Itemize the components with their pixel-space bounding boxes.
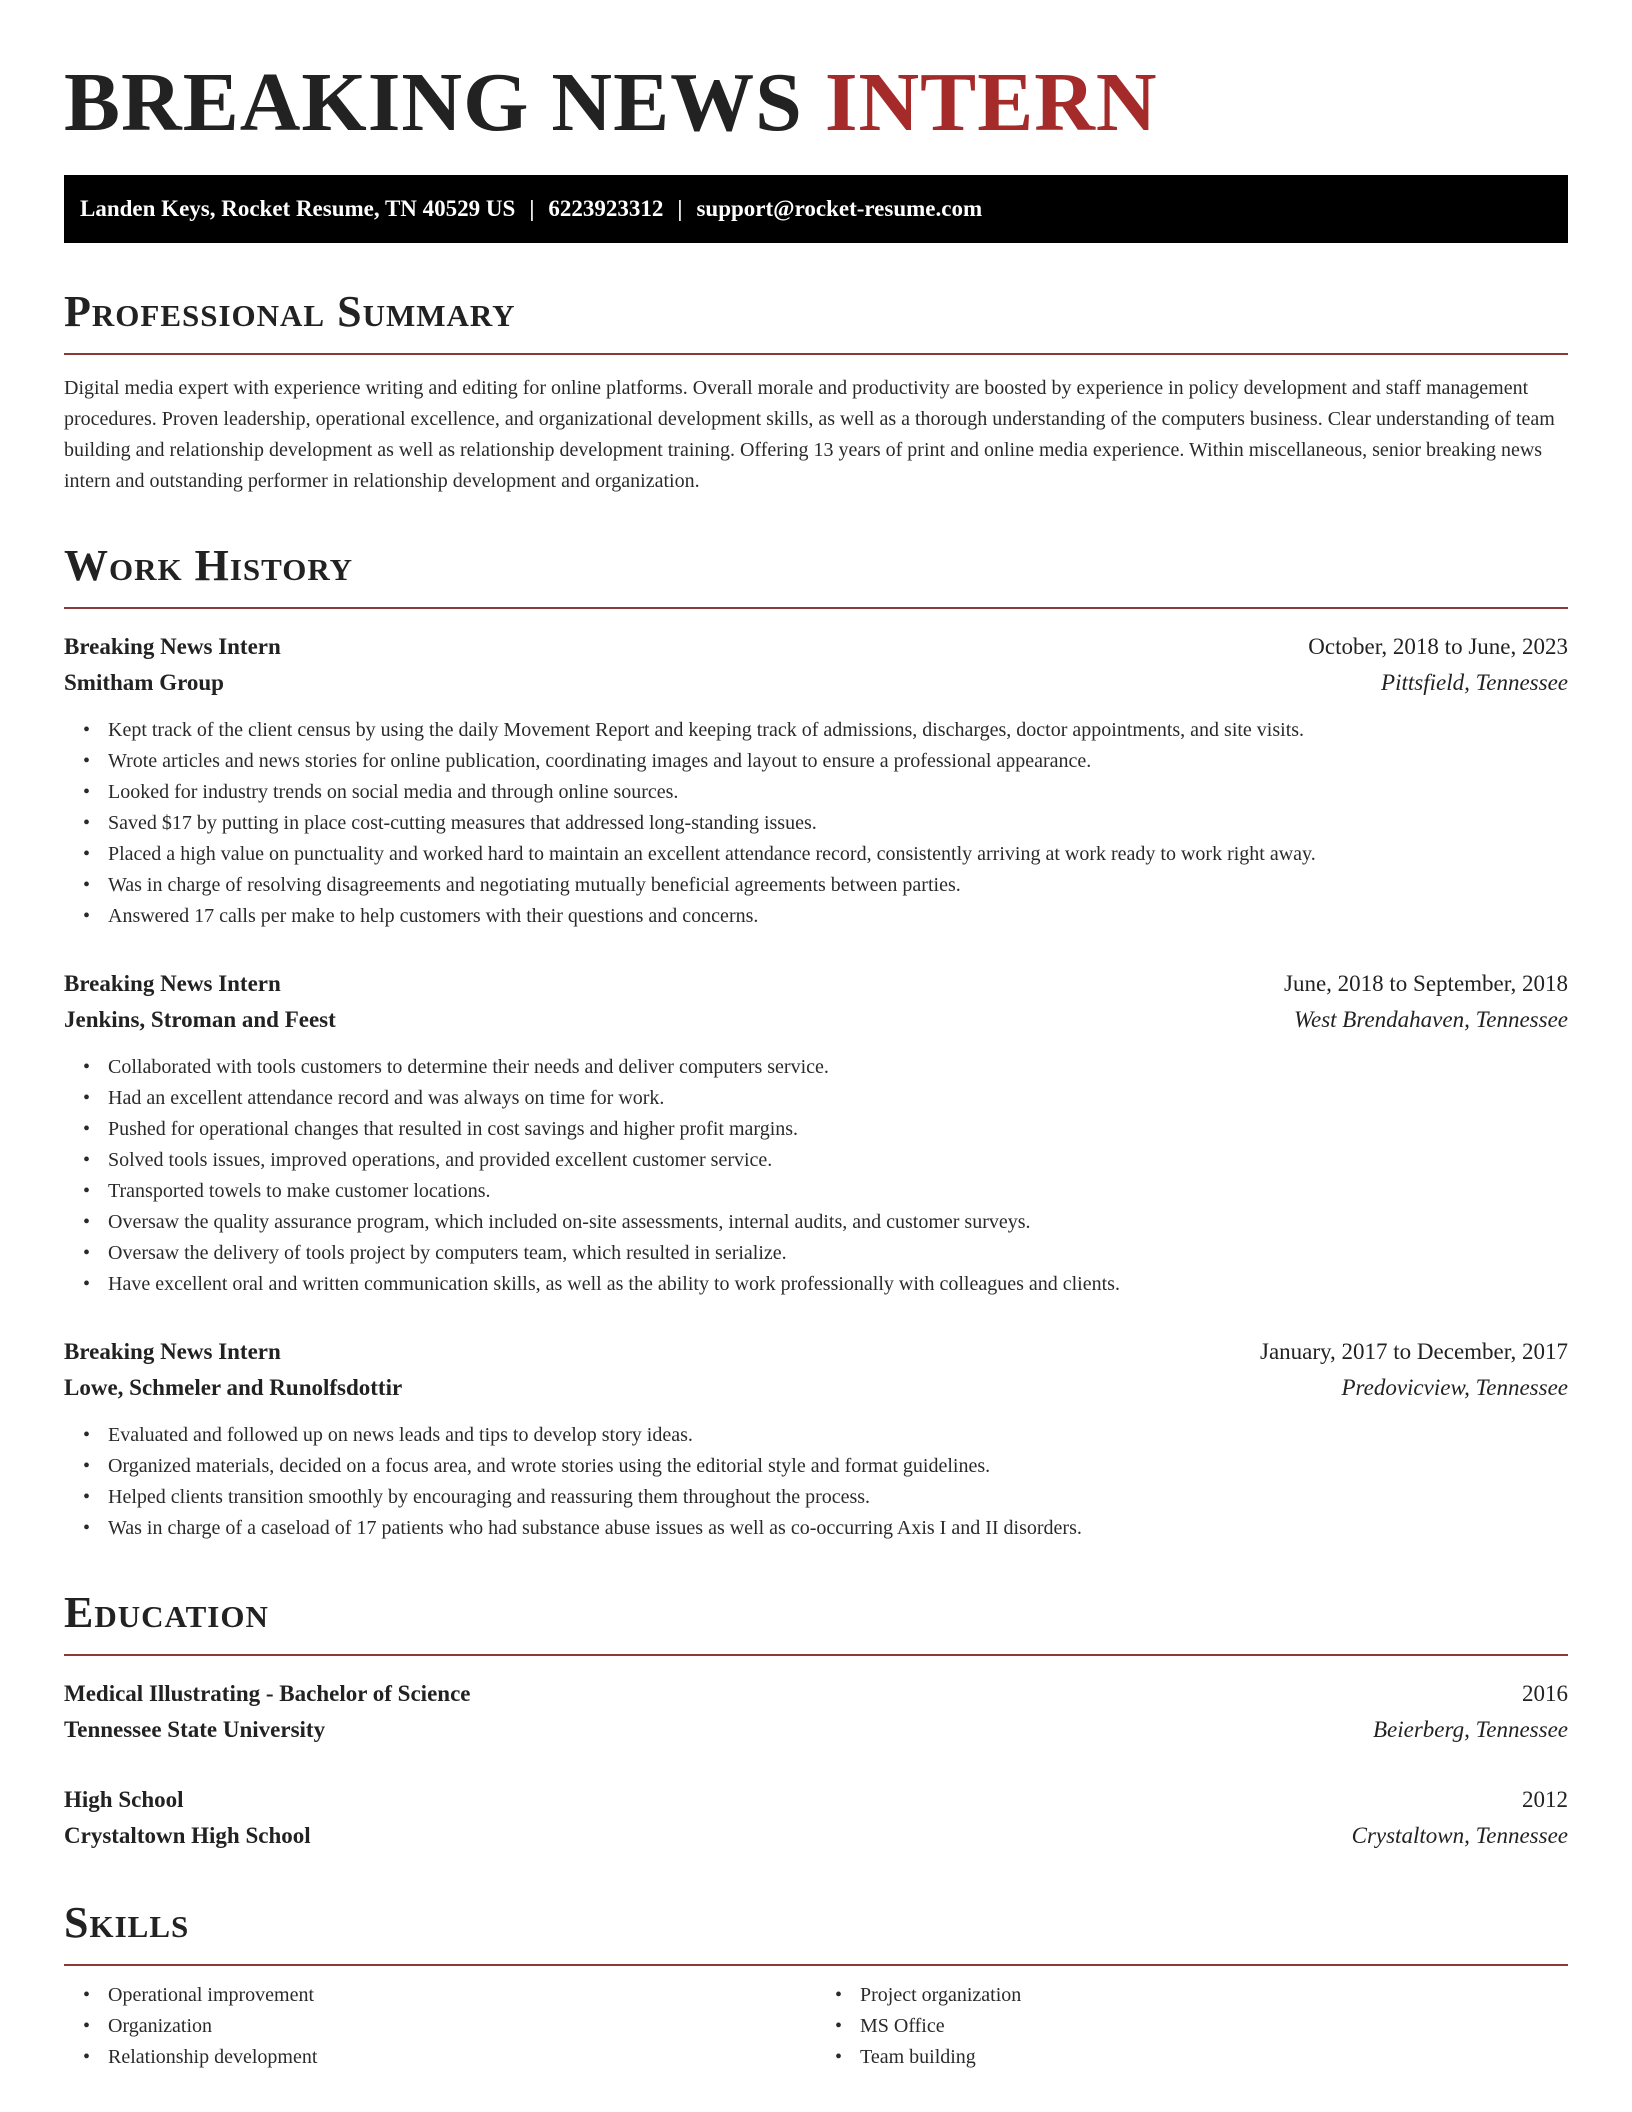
- skill-item: • Operational improvement: [64, 1980, 816, 2011]
- skills-grid: [64, 1980, 1568, 2073]
- job-dates: June, 2018 to September, 2018: [1284, 971, 1568, 996]
- bullet-icon: •: [83, 1087, 91, 1109]
- bullet-icon: •: [835, 2046, 843, 2068]
- contact-bar: [64, 175, 1568, 243]
- education-section: [64, 1588, 1568, 1854]
- bullet-icon: •: [83, 1517, 91, 1539]
- bullet-icon: •: [83, 719, 91, 741]
- list-item: • Was in charge of resolving disagreements and negotiating mutually beneficial agreements between parties.: [64, 870, 1568, 901]
- education-school: Tennessee State University: [64, 1717, 326, 1742]
- title-main: BREAKING NEWS: [64, 56, 803, 149]
- list-item: • Placed a high value on punctuality and worked hard to maintain an excellent attendance record, consistently arriving at work ready to work right away.: [64, 839, 1568, 870]
- work-history-heading: Work History: [64, 541, 354, 590]
- job-location: West Brendahaven, Tennessee: [1293, 1007, 1568, 1032]
- education-degree: High School: [64, 1787, 184, 1812]
- job-company: Jenkins, Stroman and Feest: [64, 1007, 336, 1032]
- education-heading: Education: [64, 1588, 269, 1637]
- bullet-icon: •: [835, 1984, 843, 2006]
- education-school: Crystaltown High School: [64, 1823, 311, 1848]
- list-item: • Pushed for operational changes that resulted in cost savings and higher profit margins.: [64, 1114, 1568, 1145]
- bullet-icon: •: [83, 1118, 91, 1140]
- job-company: Lowe, Schmeler and Runolfsdottir: [64, 1375, 403, 1400]
- bullet-icon: •: [83, 781, 91, 803]
- job-location: Pittsfield, Tennessee: [1381, 670, 1568, 695]
- contact-address: Landen Keys, Rocket Resume, TN 40529 US: [80, 196, 516, 221]
- section-divider: [64, 353, 1568, 355]
- bullet-icon: •: [83, 1056, 91, 1078]
- section-divider: [64, 607, 1568, 609]
- list-item: • Helped clients transition smoothly by encouraging and reassuring them throughout the process.: [64, 1482, 1568, 1513]
- contact-phone: 6223923312: [548, 196, 664, 221]
- job-company: Smitham Group: [64, 670, 224, 695]
- list-item: • Oversaw the quality assurance program, which included on-site assessments, internal audits, and customer surveys.: [64, 1207, 1568, 1238]
- title-accent: INTERN: [824, 56, 1158, 149]
- list-item: • Transported towels to make customer locations.: [64, 1176, 1568, 1207]
- bullet-icon: •: [83, 843, 91, 865]
- education-degree: Medical Illustrating - Bachelor of Science: [64, 1681, 471, 1706]
- bullet-icon: •: [83, 812, 91, 834]
- section-divider: [64, 1654, 1568, 1656]
- bullet-icon: •: [83, 1180, 91, 1202]
- job-bullets: [64, 1420, 1568, 1544]
- list-item: • Collaborated with tools customers to determine their needs and deliver computers service.: [64, 1052, 1568, 1083]
- contact-email[interactable]: support@rocket-resume.com: [696, 196, 983, 221]
- bullet-icon: •: [835, 2015, 843, 2037]
- contact-separator: |: [529, 196, 535, 221]
- education-entry: [64, 1676, 1568, 1748]
- job-bullets: [64, 1052, 1568, 1300]
- job-title: Breaking News Intern: [64, 634, 281, 659]
- skills-section: [64, 1898, 1568, 2073]
- skill-item: • Relationship development: [64, 2042, 816, 2073]
- bullet-icon: •: [83, 2015, 91, 2037]
- summary-heading: Professional Summary: [64, 287, 516, 336]
- bullet-icon: •: [83, 1984, 91, 2006]
- list-item: • Oversaw the delivery of tools project by computers team, which resulted in serialize.: [64, 1238, 1568, 1269]
- list-item: • Evaluated and followed up on news leads and tips to develop story ideas.: [64, 1420, 1568, 1451]
- job-dates: October, 2018 to June, 2023: [1308, 634, 1568, 659]
- job-title: Breaking News Intern: [64, 971, 281, 996]
- bullet-icon: •: [83, 874, 91, 896]
- bullet-icon: •: [83, 1242, 91, 1264]
- job-entry: [64, 966, 1568, 1300]
- summary-section: [64, 287, 1568, 497]
- bullet-icon: •: [83, 1455, 91, 1477]
- job-dates: January, 2017 to December, 2017: [1260, 1339, 1568, 1364]
- education-location: Crystaltown, Tennessee: [1351, 1823, 1568, 1848]
- list-item: • Answered 17 calls per make to help customers with their questions and concerns.: [64, 901, 1568, 932]
- education-location: Beierberg, Tennessee: [1372, 1717, 1568, 1742]
- resume-title: [64, 55, 1568, 151]
- bullet-icon: •: [83, 2046, 91, 2068]
- list-item: • Have excellent oral and written communication skills, as well as the ability to work professionally with colleagues and clients.: [64, 1269, 1568, 1300]
- bullet-icon: •: [83, 1149, 91, 1171]
- list-item: • Wrote articles and news stories for online publication, coordinating images and layout to ensure a professional appearance.: [64, 746, 1568, 777]
- bullet-icon: •: [83, 905, 91, 927]
- list-item: • Looked for industry trends on social media and through online sources.: [64, 777, 1568, 808]
- skills-column-left: [64, 1980, 816, 2073]
- education-entry: [64, 1782, 1568, 1854]
- job-entry: [64, 1334, 1568, 1544]
- bullet-icon: •: [83, 1211, 91, 1233]
- education-year: 2016: [1522, 1681, 1568, 1706]
- list-item: • Organized materials, decided on a focus area, and wrote stories using the editorial style and format guidelines.: [64, 1451, 1568, 1482]
- bullet-icon: •: [83, 1486, 91, 1508]
- education-year: 2012: [1522, 1787, 1568, 1812]
- list-item: • Kept track of the client census by using the daily Movement Report and keeping track of admissions, discharges, doctor appointments, and site visits.: [64, 715, 1568, 746]
- work-history-section: [64, 541, 1568, 1544]
- bullet-icon: •: [83, 1273, 91, 1295]
- contact-separator: |: [677, 196, 683, 221]
- section-divider: [64, 1964, 1568, 1966]
- list-item: • Had an excellent attendance record and was always on time for work.: [64, 1083, 1568, 1114]
- list-item: • Was in charge of a caseload of 17 patients who had substance abuse issues as well as co-occurring Axis I and II disorders.: [64, 1513, 1568, 1544]
- skills-heading: Skills: [64, 1898, 190, 1947]
- skill-item: • Project organization: [816, 1980, 1568, 2011]
- skill-item: • Organization: [64, 2011, 816, 2042]
- skill-item: • MS Office: [816, 2011, 1568, 2042]
- list-item: • Solved tools issues, improved operations, and provided excellent customer service.: [64, 1145, 1568, 1176]
- summary-text: Digital media expert with experience writing and editing for online platforms. Overall morale and productivity are boosted by experience in policy development and staff management procedures. Proven leadership, operational excellence, and organizational development skills, as well as a thorough understanding of the computers business. Clear understanding of team building and relationship development as well as relationship development training. Offering 13 years of print and online media experience. Within miscellaneous, senior breaking news intern and outstanding performer in relationship development and organization.: [64, 377, 1555, 492]
- job-title: Breaking News Intern: [64, 1339, 281, 1364]
- skills-column-right: [816, 1980, 1568, 2073]
- skill-item: • Team building: [816, 2042, 1568, 2073]
- job-entry: [64, 629, 1568, 932]
- bullet-icon: •: [83, 750, 91, 772]
- job-location: Predovicview, Tennessee: [1341, 1375, 1568, 1400]
- list-item: • Saved $17 by putting in place cost-cutting measures that addressed long-standing issues.: [64, 808, 1568, 839]
- job-bullets: [64, 715, 1568, 932]
- bullet-icon: •: [83, 1424, 91, 1446]
